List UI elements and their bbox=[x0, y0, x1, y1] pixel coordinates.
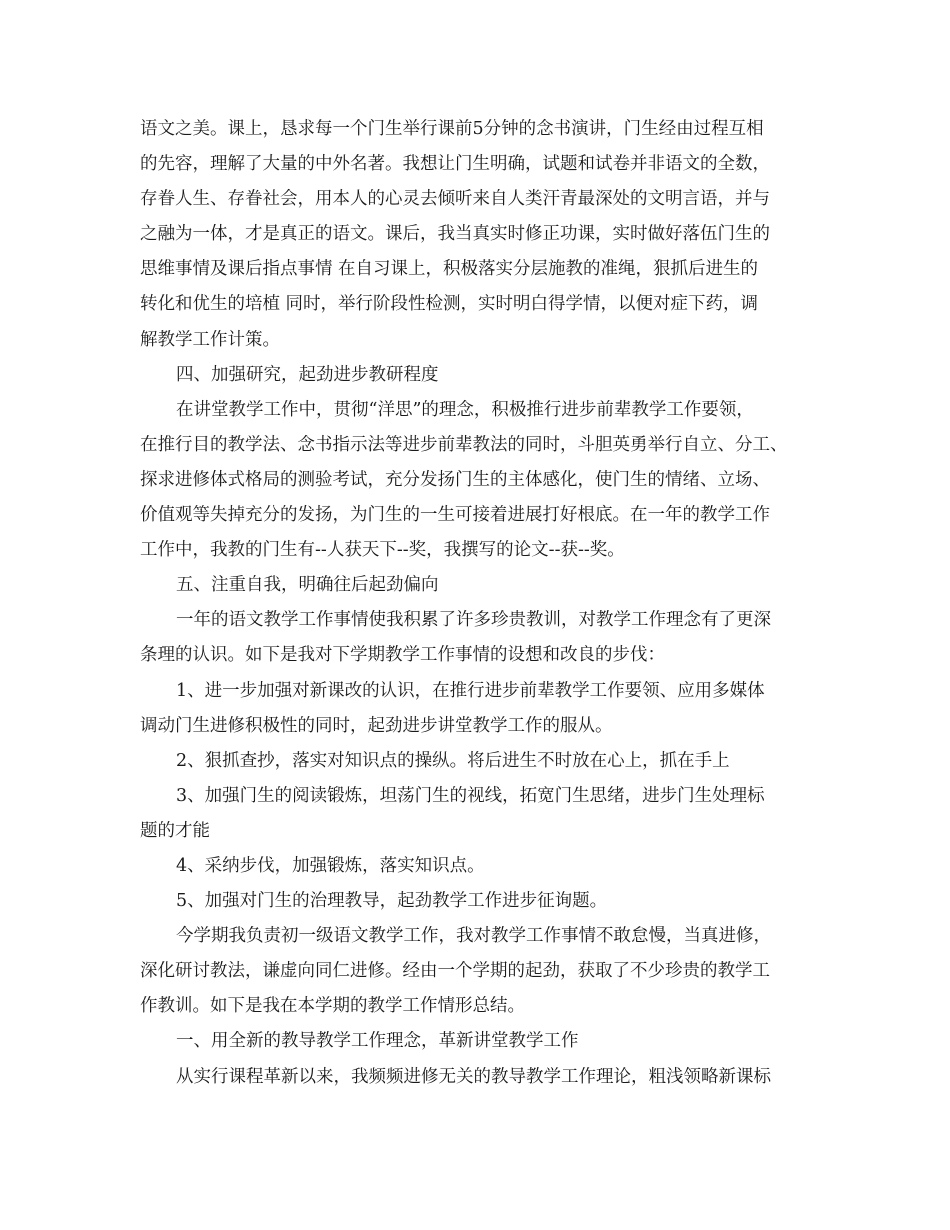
text-line: 探求进修体式格局的测验考试，充分发扬门生的主体感化，使门生的情绪、立场、 bbox=[140, 469, 770, 490]
text-line: 的先容，理解了大量的中外名著。我想让门生明确，试题和试卷并非语文的全数， bbox=[140, 154, 770, 175]
text-line: 4、采纳步伐，加强锻炼，落实知识点。 bbox=[176, 855, 485, 876]
text-line: 存眷人生、存眷社会，用本人的心灵去倾听来自人类汗青最深处的文明言语，并与 bbox=[140, 189, 770, 210]
text-line: 从实行课程革新以来，我频频进修无关的教导教学工作理论，粗浅领略新课标 bbox=[176, 1066, 771, 1087]
document-body bbox=[140, 112, 830, 1095]
text-line: 题的才能 bbox=[140, 820, 210, 841]
text-line: 5、加强对门生的治理教导，起劲教学工作进步征询题。 bbox=[176, 891, 608, 912]
text-line: 一年的语文教学工作事情使我积累了许多珍贵教训，对教学工作理念有了更深 bbox=[176, 610, 771, 631]
text-line: 解教学工作计策。 bbox=[140, 329, 280, 350]
text-line: 工作中，我教的门生有--人获天下--奖，我撰写的论文--获--奖。 bbox=[140, 540, 625, 561]
text-line: 今学期我负责初一级语文教学工作，我对教学工作事情不敢怠慢，当真进修， bbox=[176, 926, 771, 947]
text-line: 作教训。如下是我在本学期的教学工作情形总结。 bbox=[140, 996, 525, 1017]
text-line: 价值观等失掉充分的发扬，为门生的一生可接着进展打好根底。在一年的教学工作 bbox=[140, 505, 770, 526]
text-line: 四、加强研究，起劲进步教研程度 bbox=[176, 364, 439, 385]
text-line: 3、加强门生的阅读锻炼，坦荡门生的视线，拓宽门生思绪，进步门生处理标 bbox=[176, 785, 765, 806]
text-line: 在推行目的教学法、念书指示法等进步前辈教法的同时，斗胆英勇举行自立、分工、 bbox=[140, 434, 788, 455]
text-line: 转化和优生的培植 同时，举行阶段性检测，实时明白得学情，以便对症下药，调 bbox=[140, 294, 759, 315]
text-line: 1、进一步加强对新课改的认识，在推行进步前辈教学工作要领、应用多媒体 bbox=[176, 680, 765, 701]
text-line: 深化研讨教法，谦虚向同仁进修。经由一个学期的起劲，获取了不少珍贵的教学工 bbox=[140, 961, 770, 982]
text-line: 在讲堂教学工作中，贯彻“洋思”的理念，积极推行进步前辈教学工作要领， bbox=[176, 399, 754, 420]
text-line: 思维事情及课后指点事情 在自习课上，积极落实分层施教的准绳，狠抓后进生的 bbox=[140, 259, 759, 280]
text-line: 之融为一体，才是真正的语文。课后，我当真实时修正功课，实时做好落伍门生的 bbox=[140, 224, 770, 245]
text-line: 条理的认识。如下是我对下学期教学工作事情的设想和改良的步伐： bbox=[140, 645, 665, 666]
text-line: 五、注重自我，明确往后起劲偏向 bbox=[176, 575, 439, 596]
text-line: 语文之美。课上，恳求每一个门生举行课前5分钟的念书演讲，门生经由过程互相 bbox=[140, 119, 764, 139]
text-line: 调动门生进修积极性的同时，起劲进步讲堂教学工作的服从。 bbox=[140, 715, 613, 736]
text-line: 2、狠抓查抄，落实对知识点的操纵。将后进生不时放在心上，抓在手上 bbox=[176, 750, 730, 771]
text-line: 一、用全新的教导教学工作理念，革新讲堂教学工作 bbox=[176, 1031, 579, 1052]
